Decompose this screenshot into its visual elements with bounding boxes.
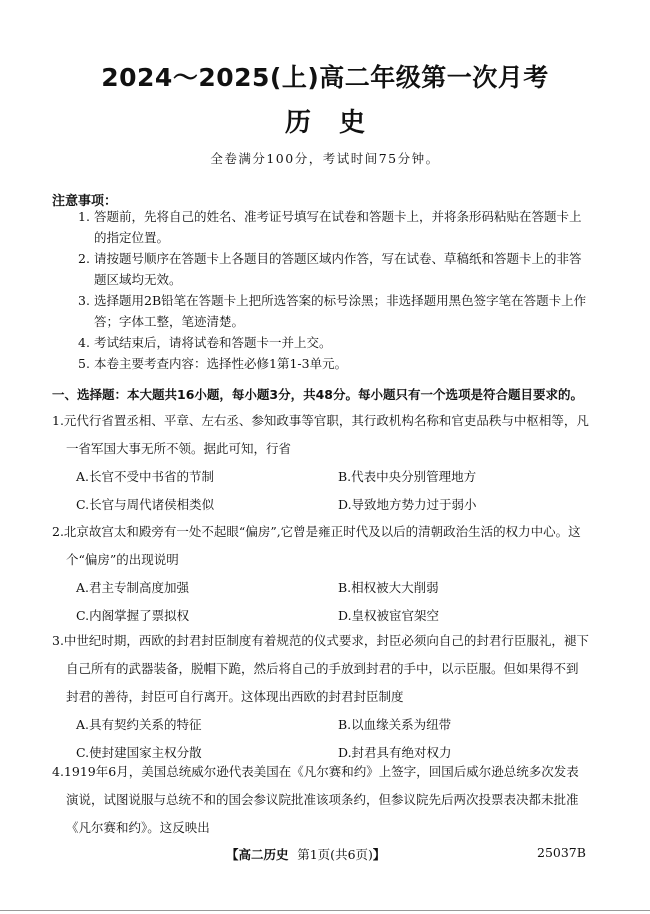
notice-item-number: 5.: [78, 356, 90, 371]
notice-item-text: 考试结束后，请将试卷和答题卡一并上交。: [94, 335, 332, 350]
footer-close-bracket: 】: [372, 847, 386, 862]
notice-item-text: 本卷主要考查内容：选择性必修1第1-3单元。: [94, 356, 348, 371]
notice-item: [78, 332, 590, 353]
exam-subject: 历史: [284, 108, 393, 138]
option-a: A.具有契约关系的特征: [76, 717, 202, 732]
exam-title: 2024～2025(上)高二年级第一次月考: [101, 63, 549, 92]
notice-list: [78, 206, 590, 374]
option-d: D.皇权被宦官架空: [338, 608, 440, 623]
option-c: C.长官与周代诸侯相类似: [76, 497, 215, 512]
notice-item-number: 2.: [78, 251, 90, 266]
footer-course: [226, 845, 385, 863]
option-a: A.君主专制高度加强: [76, 580, 190, 595]
notice-item-number: 3.: [78, 293, 90, 308]
section-heading: 一、选择题：本大题共16小题，每小题3分，共48分。每小题只有一个选项是符合题目要求的。: [52, 387, 583, 402]
option-c: C.内阁掌握了票拟权: [76, 608, 190, 623]
option-c: C.使封建国家主权分散: [76, 745, 202, 760]
notice-item-text: 选择题用2B铅笔在答题卡上把所选答案的标号涂黑；非选择题用黑色签字笔在答题卡上作答；字体工整，笔迹清楚。: [94, 293, 587, 329]
question-3: [52, 627, 590, 767]
notice-item: [78, 248, 590, 290]
question-stem: 1.元代行省置丞相、平章、左右丞、参知政事等官职，其行政机构名称和官吏品秩与中枢相等，凡一省军国大事无所不领。据此可知，行省: [52, 413, 589, 456]
notice-item-number: 4.: [78, 335, 90, 350]
question-options: [76, 463, 590, 519]
question-stem: 2.北京故宫太和殿旁有一处不起眼“偏房”,它曾是雍正时代及以后的清朝政治生活的权力中心。这个“偏房”的出现说明: [52, 524, 581, 567]
notice-item-text: 请按题号顺序在答题卡上各题目的答题区域内作答，写在试卷、草稿纸和答题卡上的非答题区域均无效。: [94, 251, 582, 287]
option-b: B.代表中央分别管理地方: [338, 469, 477, 484]
footer-exam-code: 25037B: [537, 845, 586, 860]
question-options: [76, 574, 590, 630]
bottom-divider: [0, 910, 650, 911]
notice-item: [78, 353, 590, 374]
notice-item: [78, 206, 590, 248]
notice-heading: 注意事项：: [52, 194, 118, 209]
score-info: 全卷满分100分，考试时间75分钟。: [210, 151, 440, 166]
option-b: B.以血缘关系为纽带: [338, 717, 452, 732]
option-a: A.长官不受中书省的节制: [76, 469, 215, 484]
question-stem: 3.中世纪时期，西欧的封君封臣制度有着规范的仪式要求，封臣必须向自己的封君行臣服礼，褪下自己所有的武器装备，脱帽下跪，然后将自己的手放到封君的手中，以示臣服。但如果得不到封君的善待，封臣可自行离开。这体现出西欧的封君封臣制度: [52, 633, 589, 704]
notice-item-number: 1.: [78, 209, 90, 224]
option-d: D.导致地方势力过于弱小: [338, 497, 477, 512]
question-2: [52, 518, 590, 630]
notice-item: [78, 290, 590, 332]
option-d: D.封君具有绝对权力: [338, 745, 452, 760]
footer-course-label: 【高二历史: [226, 847, 289, 862]
question-4: [52, 758, 590, 842]
question-stem: 4.1919年6月，美国总统威尔逊代表美国在《凡尔赛和约》上签字，回国后威尔逊总统多次发表演说，试图说服与总统不和的国会参议院批准该项条约，但参议院先后两次投票表决都未批准《凡尔赛和约》。这反映出: [52, 764, 579, 835]
notice-item-text: 答题前，先将自己的姓名、准考证号填写在试卷和答题卡上，并将条形码粘贴在答题卡上的指定位置。: [94, 209, 582, 245]
option-b: B.相权被大大削弱: [338, 580, 439, 595]
question-1: [52, 407, 590, 519]
footer-page-number: 第1页(共6页): [297, 847, 373, 862]
